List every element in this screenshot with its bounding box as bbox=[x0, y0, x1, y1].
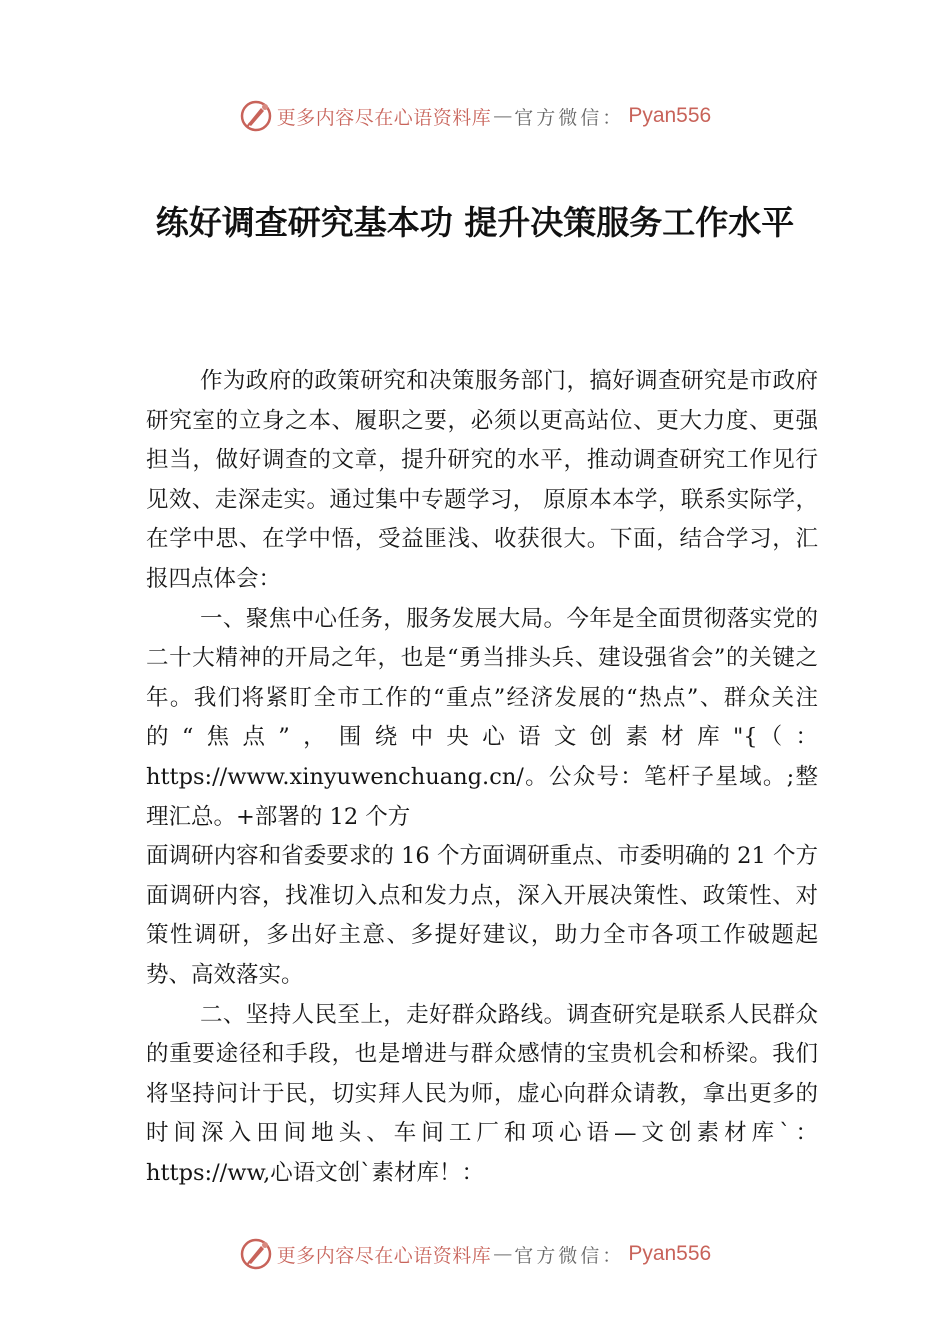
wechat-id: Pyan556 bbox=[628, 1242, 712, 1265]
footer-watermark-banner bbox=[0, 1234, 950, 1274]
paragraph-point-one: 一、聚焦中心任务，服务发展大局。今年是全面贯彻落实党的二十大精神的开局之年，也是“勇当排头兵、建设强省会”的关键之年。我们将紧盯全市工作的“重点”经济发展的“热点”、群众关注的“焦点”，围绕中央心语文创素材库"{（：https://www.xinyuwenchuang.cn/。公众号：笔杆子星域。;整理汇总。+部署的 12 个方 bbox=[146, 605, 818, 830]
paragraph-intro: 作为政府的政策研究和决策服务部门，搞好调查研究是市政府研究室的立身之本、履职之要，必须以更高站位、更大力度、更强担当，做好调查的文章，提升研究的水平，推动调查研究工作见行见效、走深走实。通过集中专题学习， 原原本本学，联系实际学，在学中思、在学中悟，受益匪浅、收获很大。下面，结合学习，汇报四点体会： bbox=[146, 368, 818, 592]
wechat-label: 官方微信： bbox=[514, 106, 625, 129]
document-body bbox=[146, 362, 818, 1193]
paragraph-point-one-continued: 面调研内容和省委要求的 16 个方面调研重点、市委明确的 21 个方面调研内容，找准切入点和发力点，深入开展决策性、政策性、对策性调研，多出好主意、多提好建议，助力全市各项工作破题起势、高效落实。 bbox=[146, 843, 818, 988]
quill-pen-logo-icon bbox=[239, 1237, 273, 1271]
separator-dash: — bbox=[493, 105, 513, 127]
header-watermark-banner bbox=[0, 96, 950, 136]
wechat-id: Pyan556 bbox=[628, 104, 712, 127]
wechat-label: 官方微信： bbox=[514, 1244, 625, 1267]
paragraph-point-two: 二、坚持人民至上，走好群众路线。调查研究是联系人民群众的重要途径和手段，也是增进与群众感情的宝贵机会和桥梁。我们将坚持问计于民，切实拜人民为师，虚心向群众请教，拿出更多的时间深入田间地头、车间工厂和项心语—文创素材库`：https://ww,心语文创`素材库！： bbox=[146, 1001, 818, 1186]
quill-pen-logo-icon bbox=[239, 99, 273, 133]
brand-text: 更多内容尽在心语资料库 bbox=[276, 1244, 492, 1267]
separator-dash: — bbox=[493, 1243, 513, 1265]
brand-text: 更多内容尽在心语资料库 bbox=[276, 106, 492, 129]
document-title: 练好调查研究基本功 提升决策服务工作水平 bbox=[155, 203, 795, 242]
